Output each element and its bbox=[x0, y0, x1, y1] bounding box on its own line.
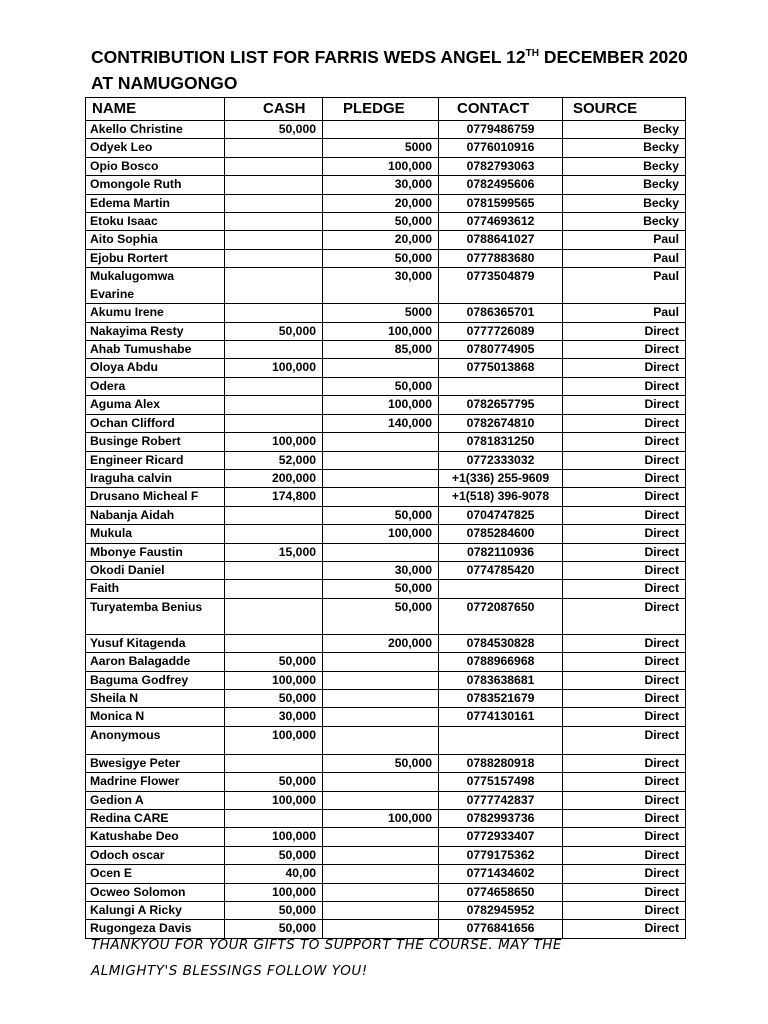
cell-cash bbox=[225, 268, 323, 304]
cell-cash bbox=[225, 754, 323, 772]
table-row bbox=[86, 433, 686, 451]
title-line-2: AT NAMUGONGO bbox=[91, 73, 238, 93]
cell-source: Direct bbox=[563, 377, 686, 395]
cell-pledge bbox=[323, 726, 439, 754]
cell-source: Direct bbox=[563, 689, 686, 707]
cell-source: Direct bbox=[563, 322, 686, 340]
cell-cash: 52,000 bbox=[225, 451, 323, 469]
cell-cash: 50,000 bbox=[225, 920, 323, 938]
table-row bbox=[86, 506, 686, 524]
cell-source: Becky bbox=[563, 139, 686, 157]
table-row bbox=[86, 488, 686, 506]
table-row bbox=[86, 634, 686, 652]
cell-contact: 0774658650 bbox=[439, 883, 563, 901]
cell-pledge: 20,000 bbox=[323, 231, 439, 249]
table-row bbox=[86, 396, 686, 414]
cell-source: Direct bbox=[563, 865, 686, 883]
table-row bbox=[86, 828, 686, 846]
cell-pledge bbox=[323, 689, 439, 707]
cell-cash bbox=[225, 341, 323, 359]
cell-pledge: 200,000 bbox=[323, 634, 439, 652]
cell-contact: 0781831250 bbox=[439, 433, 563, 451]
cell-source: Direct bbox=[563, 414, 686, 432]
cell-cash: 174,800 bbox=[225, 488, 323, 506]
cell-name: Akello Christine bbox=[86, 121, 225, 139]
cell-cash bbox=[225, 414, 323, 432]
table-row bbox=[86, 121, 686, 139]
cell-name: Akumu Irene bbox=[86, 304, 225, 322]
cell-cash: 100,000 bbox=[225, 791, 323, 809]
cell-pledge: 85,000 bbox=[323, 341, 439, 359]
cell-contact: 0783638681 bbox=[439, 671, 563, 689]
cell-source: Direct bbox=[563, 828, 686, 846]
cell-source: Direct bbox=[563, 671, 686, 689]
thank-you-line-1: THANKYOU FOR YOUR GIFTS TO SUPPORT THE COURSE. MAY THE bbox=[91, 937, 562, 953]
cell-pledge bbox=[323, 488, 439, 506]
cell-name: Anonymous bbox=[86, 726, 225, 754]
column-header-source: SOURCE bbox=[563, 98, 686, 121]
cell-pledge bbox=[323, 671, 439, 689]
cell-pledge: 50,000 bbox=[323, 506, 439, 524]
cell-name: Ahab Tumushabe bbox=[86, 341, 225, 359]
cell-source: Direct bbox=[563, 433, 686, 451]
cell-contact: 0782945952 bbox=[439, 902, 563, 920]
cell-name: Mbonye Faustin bbox=[86, 543, 225, 561]
cell-source: Direct bbox=[563, 883, 686, 901]
cell-source: Direct bbox=[563, 791, 686, 809]
cell-cash: 50,000 bbox=[225, 902, 323, 920]
cell-pledge bbox=[323, 791, 439, 809]
cell-pledge bbox=[323, 653, 439, 671]
cell-pledge bbox=[323, 469, 439, 487]
cell-source: Direct bbox=[563, 580, 686, 598]
cell-source: Becky bbox=[563, 121, 686, 139]
cell-source: Direct bbox=[563, 754, 686, 772]
cell-cash bbox=[225, 525, 323, 543]
table-row bbox=[86, 708, 686, 726]
table-row bbox=[86, 359, 686, 377]
cell-cash: 50,000 bbox=[225, 689, 323, 707]
cell-contact: 0773504879 bbox=[439, 268, 563, 304]
column-header-contact: CONTACT bbox=[439, 98, 563, 121]
cell-name: Redina CARE bbox=[86, 810, 225, 828]
table-row bbox=[86, 268, 686, 304]
cell-pledge: 50,000 bbox=[323, 213, 439, 231]
cell-source: Paul bbox=[563, 231, 686, 249]
cell-contact: 0782110936 bbox=[439, 543, 563, 561]
cell-pledge bbox=[323, 883, 439, 901]
cell-name: Ochan Clifford bbox=[86, 414, 225, 432]
cell-pledge: 50,000 bbox=[323, 598, 439, 634]
table-row bbox=[86, 249, 686, 267]
cell-name: Gedion A bbox=[86, 791, 225, 809]
cell-source: Direct bbox=[563, 561, 686, 579]
cell-contact: 0784530828 bbox=[439, 634, 563, 652]
cell-pledge: 50,000 bbox=[323, 249, 439, 267]
cell-contact: 0782993736 bbox=[439, 810, 563, 828]
cell-contact: 0777883680 bbox=[439, 249, 563, 267]
cell-pledge bbox=[323, 865, 439, 883]
cell-name: Mukula bbox=[86, 525, 225, 543]
cell-cash bbox=[225, 304, 323, 322]
table-row bbox=[86, 726, 686, 754]
cell-name: Ocweo Solomon bbox=[86, 883, 225, 901]
cell-cash: 15,000 bbox=[225, 543, 323, 561]
table-row bbox=[86, 157, 686, 175]
cell-contact bbox=[439, 377, 563, 395]
cell-name: Aguma Alex bbox=[86, 396, 225, 414]
cell-pledge: 140,000 bbox=[323, 414, 439, 432]
cell-pledge: 20,000 bbox=[323, 194, 439, 212]
cell-source: Direct bbox=[563, 451, 686, 469]
cell-pledge: 100,000 bbox=[323, 157, 439, 175]
cell-contact: 0779486759 bbox=[439, 121, 563, 139]
cell-name: Okodi Daniel bbox=[86, 561, 225, 579]
cell-pledge: 30,000 bbox=[323, 268, 439, 304]
cell-cash: 50,000 bbox=[225, 846, 323, 864]
cell-pledge bbox=[323, 543, 439, 561]
cell-contact: +1(336) 255-9609 bbox=[439, 469, 563, 487]
table-row bbox=[86, 377, 686, 395]
cell-cash bbox=[225, 176, 323, 194]
cell-source: Direct bbox=[563, 902, 686, 920]
cell-cash bbox=[225, 580, 323, 598]
cell-source: Direct bbox=[563, 525, 686, 543]
cell-name: Etoku Isaac bbox=[86, 213, 225, 231]
cell-cash: 50,000 bbox=[225, 121, 323, 139]
table-row bbox=[86, 810, 686, 828]
cell-contact: 0776841656 bbox=[439, 920, 563, 938]
cell-name: Drusano Micheal F bbox=[86, 488, 225, 506]
cell-pledge bbox=[323, 902, 439, 920]
cell-name: Baguma Godfrey bbox=[86, 671, 225, 689]
cell-contact: 0774130161 bbox=[439, 708, 563, 726]
cell-contact: 0772333032 bbox=[439, 451, 563, 469]
cell-name: Ocen E bbox=[86, 865, 225, 883]
cell-name: Edema Martin bbox=[86, 194, 225, 212]
title-text-main: CONTRIBUTION LIST FOR FARRIS WEDS ANGEL 12 bbox=[91, 47, 526, 67]
table-row bbox=[86, 902, 686, 920]
cell-pledge bbox=[323, 121, 439, 139]
cell-contact: 0782495606 bbox=[439, 176, 563, 194]
cell-cash bbox=[225, 157, 323, 175]
table-body bbox=[86, 121, 686, 939]
cell-contact: 0704747825 bbox=[439, 506, 563, 524]
thank-you-note bbox=[91, 932, 691, 984]
cell-contact: 0772933407 bbox=[439, 828, 563, 846]
cell-pledge bbox=[323, 708, 439, 726]
cell-name: Ejobu Rortert bbox=[86, 249, 225, 267]
table-row bbox=[86, 322, 686, 340]
cell-source: Direct bbox=[563, 634, 686, 652]
table-row bbox=[86, 231, 686, 249]
table-row bbox=[86, 414, 686, 432]
cell-source: Becky bbox=[563, 213, 686, 231]
contribution-table bbox=[85, 97, 686, 939]
cell-name: Opio Bosco bbox=[86, 157, 225, 175]
cell-name: Madrine Flower bbox=[86, 773, 225, 791]
cell-source: Becky bbox=[563, 194, 686, 212]
cell-name: Nabanja Aidah bbox=[86, 506, 225, 524]
cell-contact: 0788280918 bbox=[439, 754, 563, 772]
cell-cash bbox=[225, 213, 323, 231]
table-row bbox=[86, 543, 686, 561]
cell-name: Engineer Ricard bbox=[86, 451, 225, 469]
cell-name: Odyek Leo bbox=[86, 139, 225, 157]
cell-pledge bbox=[323, 359, 439, 377]
table-row bbox=[86, 846, 686, 864]
cell-name: Businge Robert bbox=[86, 433, 225, 451]
cell-source: Paul bbox=[563, 268, 686, 304]
cell-cash bbox=[225, 139, 323, 157]
cell-name: Bwesigye Peter bbox=[86, 754, 225, 772]
cell-source: Becky bbox=[563, 157, 686, 175]
cell-contact bbox=[439, 580, 563, 598]
table-row bbox=[86, 194, 686, 212]
cell-contact bbox=[439, 726, 563, 754]
cell-cash bbox=[225, 249, 323, 267]
cell-source: Direct bbox=[563, 488, 686, 506]
document-title bbox=[91, 44, 731, 96]
cell-contact: 0782793063 bbox=[439, 157, 563, 175]
cell-name: Kalungi A Ricky bbox=[86, 902, 225, 920]
cell-pledge: 30,000 bbox=[323, 176, 439, 194]
cell-cash: 100,000 bbox=[225, 828, 323, 846]
cell-contact: 0779175362 bbox=[439, 846, 563, 864]
cell-source: Paul bbox=[563, 249, 686, 267]
cell-source: Becky bbox=[563, 176, 686, 194]
cell-cash: 50,000 bbox=[225, 653, 323, 671]
table-row bbox=[86, 865, 686, 883]
cell-source: Direct bbox=[563, 708, 686, 726]
cell-contact: 0782674810 bbox=[439, 414, 563, 432]
cell-pledge: 5000 bbox=[323, 304, 439, 322]
cell-source: Direct bbox=[563, 726, 686, 754]
cell-name: Turyatemba Benius bbox=[86, 598, 225, 634]
cell-contact: 0782657795 bbox=[439, 396, 563, 414]
cell-contact: 0777726089 bbox=[439, 322, 563, 340]
cell-contact: 0775157498 bbox=[439, 773, 563, 791]
cell-cash: 100,000 bbox=[225, 433, 323, 451]
cell-contact: 0786365701 bbox=[439, 304, 563, 322]
cell-cash bbox=[225, 810, 323, 828]
cell-source: Direct bbox=[563, 543, 686, 561]
cell-name: Faith bbox=[86, 580, 225, 598]
table-row bbox=[86, 139, 686, 157]
cell-contact: 0781599565 bbox=[439, 194, 563, 212]
cell-name: Mukalugomwa Evarine bbox=[86, 268, 225, 304]
title-line-1 bbox=[91, 44, 731, 70]
cell-pledge: 100,000 bbox=[323, 525, 439, 543]
title-text-date: DECEMBER 2020 bbox=[538, 47, 688, 67]
cell-cash bbox=[225, 194, 323, 212]
cell-source: Direct bbox=[563, 359, 686, 377]
cell-pledge: 100,000 bbox=[323, 810, 439, 828]
cell-cash: 50,000 bbox=[225, 322, 323, 340]
cell-cash: 100,000 bbox=[225, 671, 323, 689]
cell-cash: 100,000 bbox=[225, 726, 323, 754]
cell-name: Oloya Abdu bbox=[86, 359, 225, 377]
cell-name: Aaron Balagadde bbox=[86, 653, 225, 671]
table-row bbox=[86, 580, 686, 598]
cell-name: Omongole Ruth bbox=[86, 176, 225, 194]
table-row bbox=[86, 525, 686, 543]
cell-contact: 0788641027 bbox=[439, 231, 563, 249]
cell-cash: 100,000 bbox=[225, 883, 323, 901]
cell-source: Direct bbox=[563, 506, 686, 524]
cell-contact: 0771434602 bbox=[439, 865, 563, 883]
cell-cash bbox=[225, 506, 323, 524]
table-row bbox=[86, 883, 686, 901]
cell-pledge: 50,000 bbox=[323, 754, 439, 772]
cell-pledge: 50,000 bbox=[323, 377, 439, 395]
table-row bbox=[86, 213, 686, 231]
cell-source: Direct bbox=[563, 396, 686, 414]
cell-cash: 100,000 bbox=[225, 359, 323, 377]
cell-source: Direct bbox=[563, 598, 686, 634]
cell-name: Rugongeza Davis bbox=[86, 920, 225, 938]
cell-pledge: 50,000 bbox=[323, 580, 439, 598]
table-row bbox=[86, 561, 686, 579]
table-header-row bbox=[86, 98, 686, 121]
table-row bbox=[86, 598, 686, 634]
column-header-cash: CASH bbox=[225, 98, 323, 121]
table-row bbox=[86, 773, 686, 791]
cell-contact: 0774693612 bbox=[439, 213, 563, 231]
cell-contact: 0775013868 bbox=[439, 359, 563, 377]
cell-name: Nakayima Resty bbox=[86, 322, 225, 340]
cell-name: Aito Sophia bbox=[86, 231, 225, 249]
cell-cash: 40,00 bbox=[225, 865, 323, 883]
cell-source: Paul bbox=[563, 304, 686, 322]
table-row bbox=[86, 791, 686, 809]
cell-name: Odera bbox=[86, 377, 225, 395]
table-row bbox=[86, 689, 686, 707]
cell-name: Monica N bbox=[86, 708, 225, 726]
cell-pledge: 100,000 bbox=[323, 396, 439, 414]
cell-pledge: 100,000 bbox=[323, 322, 439, 340]
table-row bbox=[86, 653, 686, 671]
cell-pledge bbox=[323, 433, 439, 451]
table-row bbox=[86, 451, 686, 469]
cell-name: Odoch oscar bbox=[86, 846, 225, 864]
cell-contact: 0785284600 bbox=[439, 525, 563, 543]
table-row bbox=[86, 754, 686, 772]
cell-cash bbox=[225, 377, 323, 395]
cell-contact: 0788966968 bbox=[439, 653, 563, 671]
cell-cash: 30,000 bbox=[225, 708, 323, 726]
cell-name: Katushabe Deo bbox=[86, 828, 225, 846]
table-row bbox=[86, 341, 686, 359]
cell-pledge: 30,000 bbox=[323, 561, 439, 579]
cell-cash: 200,000 bbox=[225, 469, 323, 487]
cell-source: Direct bbox=[563, 920, 686, 938]
cell-source: Direct bbox=[563, 341, 686, 359]
cell-pledge bbox=[323, 846, 439, 864]
cell-contact: +1(518) 396-9078 bbox=[439, 488, 563, 506]
cell-cash bbox=[225, 396, 323, 414]
cell-pledge: 5000 bbox=[323, 139, 439, 157]
cell-contact: 0783521679 bbox=[439, 689, 563, 707]
cell-contact: 0772087650 bbox=[439, 598, 563, 634]
cell-cash bbox=[225, 598, 323, 634]
column-header-pledge: PLEDGE bbox=[323, 98, 439, 121]
cell-source: Direct bbox=[563, 846, 686, 864]
cell-cash bbox=[225, 231, 323, 249]
cell-pledge bbox=[323, 828, 439, 846]
thank-you-line-2: ALMIGHTY'S BLESSINGS FOLLOW YOU! bbox=[91, 963, 368, 979]
cell-source: Direct bbox=[563, 773, 686, 791]
table-row bbox=[86, 304, 686, 322]
cell-contact: 0776010916 bbox=[439, 139, 563, 157]
cell-contact: 0777742837 bbox=[439, 791, 563, 809]
cell-source: Direct bbox=[563, 469, 686, 487]
cell-name: Iraguha calvin bbox=[86, 469, 225, 487]
cell-pledge bbox=[323, 773, 439, 791]
cell-name: Yusuf Kitagenda bbox=[86, 634, 225, 652]
cell-name: Sheila N bbox=[86, 689, 225, 707]
cell-cash bbox=[225, 634, 323, 652]
cell-cash: 50,000 bbox=[225, 773, 323, 791]
column-header-name: NAME bbox=[86, 98, 225, 121]
table-row bbox=[86, 469, 686, 487]
cell-cash bbox=[225, 561, 323, 579]
cell-contact: 0774785420 bbox=[439, 561, 563, 579]
cell-source: Direct bbox=[563, 653, 686, 671]
cell-contact: 0780774905 bbox=[439, 341, 563, 359]
title-superscript: TH bbox=[525, 48, 539, 59]
table-row bbox=[86, 176, 686, 194]
cell-source: Direct bbox=[563, 810, 686, 828]
table-row bbox=[86, 671, 686, 689]
cell-pledge bbox=[323, 451, 439, 469]
